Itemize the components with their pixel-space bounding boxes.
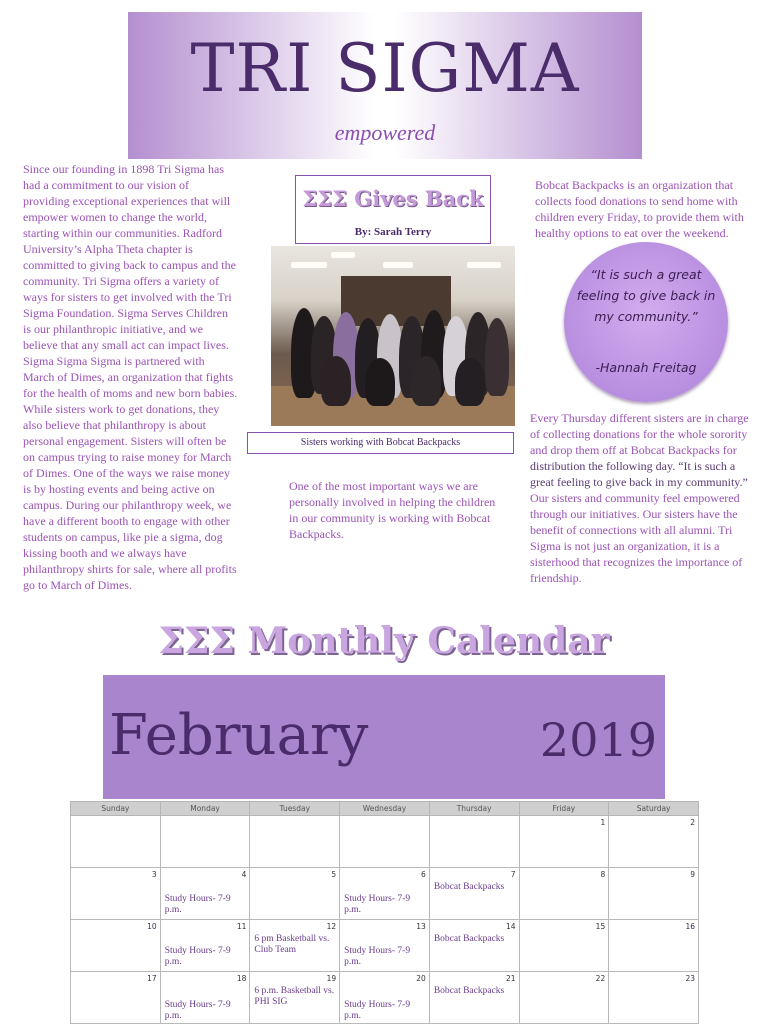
thursday-paragraph [530,410,760,586]
calendar-event: Study Hours- 7-9 p.m. [164,946,231,967]
intro-paragraph: Since our founding in 1898 Tri Sigma has had a commitment to our vision of providing exceptional experiences that will empower women to change the world, starting within our communities. Radford University’s Alpha Theta chapter is committed to giving back to campus and the community. Tri Sigma offers a variety of ways for sisters to get involved with the Tri Sigma Foundation. Sigma Serves Children is our philanthropic initiative, and we believe that any small act can impact lives. Sigma Sigma Sigma is partnered with March of Dimes, an organization that fights for the health of moms and new born babies. While sisters work to get donations, they also believe that philanthropy is about personal engagement. Sisters will often be on campus trying to raise money for March of Dimes. One of the ways we raise money is by hosting events and being active on campus. During our philanthropy week, we have a different booth to engage with other students on campus, like pie a sigma, dog kissing booth and we always have philanthropy shirts for sale, where all profits go to March of Dimes. [23,162,238,592]
weekday-header-row [71,802,699,816]
calendar-event: Chapter- 8 p.m. [75,894,135,904]
calendar-event: Chapter 8 p.m. [75,946,132,956]
calendar-heading: ΣΣΣ Monthly Calendar [158,620,610,662]
day-number: 2 [690,818,695,827]
calendar-day-cell[interactable] [340,972,430,1024]
day-number: 19 [326,974,337,983]
calendar-day-cell[interactable] [250,868,340,920]
calendar-event: Study Hours- 7-9 p.m. [164,894,231,915]
calendar-day-cell[interactable] [340,816,430,868]
quote-circle [564,242,728,402]
article-title: ΣΣΣ Gives Back [302,186,484,211]
weekday-header: Sunday [71,802,161,816]
calendar-day-cell[interactable] [340,920,430,972]
calendar-day-cell[interactable] [609,972,699,1024]
day-number: 10 [147,922,157,931]
calendar-day-cell[interactable] [429,972,519,1024]
calendar-day-cell[interactable] [160,920,250,972]
calendar-event: Bobcat Backpacks [433,882,505,892]
day-number: 14 [505,922,516,931]
bobcat-description: Bobcat Backpacks is an organization that collects food donations to send home with children every Friday, to provide them with healthy options to eat over the weekend. [535,178,744,240]
group-photo [271,246,515,426]
calendar-event: Polar Plunge [613,882,663,892]
thursday-text-a: Every Thursday different sisters are in charge of collecting donations for the whole sorority and drop them off at Bobcat Backpacks for [530,411,749,457]
calendar-day-cell[interactable] [340,868,430,920]
calendar-week-row [71,816,699,868]
quote-text: “It is such a great feeling to give back in my community.” [576,267,716,324]
article-title-box [295,175,491,244]
day-number: 6 [421,870,426,879]
calendar-day-cell[interactable] [519,972,609,1024]
calendar-day-cell[interactable] [71,972,161,1024]
calendar-event: Bobcat Backpacks [433,934,505,944]
calendar-week-row [71,920,699,972]
calendar-day-cell[interactable] [429,868,519,920]
day-number: 18 [236,974,247,983]
calendar-table [70,801,699,1024]
calendar-day-cell[interactable] [250,816,340,868]
calendar-week-row [71,972,699,1024]
calendar-day-cell[interactable] [429,920,519,972]
day-number: 21 [505,974,516,983]
calendar-day-cell[interactable] [71,868,161,920]
calendar-week-row [71,868,699,920]
calendar-day-cell[interactable] [609,816,699,868]
calendar-event: 6 p.m. Basketball vs. PHI SIG [254,986,335,1007]
photo-caption: Sisters working with Bobcat Backpacks [247,432,514,454]
calendar-day-cell[interactable] [250,972,340,1024]
month-banner [103,675,665,799]
day-number: 15 [595,922,606,931]
day-number: 11 [236,922,247,931]
quote-author: -Hannah Freitag [595,360,697,375]
calendar-day-cell[interactable] [429,816,519,868]
weekday-header: Thursday [429,802,519,816]
day-number: 1 [600,818,606,827]
day-number: 4 [241,870,247,879]
calendar-day-cell[interactable] [609,868,699,920]
header-banner [128,12,642,159]
day-number: 8 [600,870,606,879]
thursday-text-b: distribution the following day. “It is such a great feeling to give back in my community.” [530,459,748,489]
day-number: 5 [331,870,337,879]
weekday-header: Tuesday [250,802,340,816]
calendar-grid [70,801,699,1024]
calendar-event: St. Judes 1-3 p.m. MAC COURTS Chapter 8 p.m. [75,986,144,1018]
calendar-month: February [109,703,369,768]
weekday-header: Saturday [609,802,699,816]
calendar-day-cell[interactable] [71,920,161,972]
calendar-day-cell[interactable] [250,920,340,972]
day-number: 13 [416,922,426,931]
newsletter-tagline: empowered [334,120,436,145]
day-number: 9 [690,870,695,879]
calendar-event: Study Hours- 7-9 p.m. [164,1000,231,1021]
weekday-header: Wednesday [340,802,430,816]
day-number: 23 [685,974,695,983]
calendar-day-cell[interactable] [609,920,699,972]
day-number: 3 [151,870,157,879]
weekday-header: Monday [160,802,250,816]
calendar-day-cell[interactable] [519,920,609,972]
day-number: 22 [595,974,606,983]
day-number: 16 [685,922,695,931]
day-number: 7 [510,870,516,879]
calendar-day-cell[interactable] [160,816,250,868]
calendar-event: Study Hours- 7-9 p.m. [344,894,411,915]
article-byline: By: Sarah Terry [354,226,432,238]
calendar-event: Bobcat Backpacks [433,986,505,996]
weekday-header: Friday [519,802,609,816]
calendar-event: Study Hours- 7-9 p.m. [344,1000,411,1021]
thursday-text-c: Our sisters and community feel empowered through our initiatives. Our sisters have the benefit of connections with all alumni. Tri Sigma is not just an organization, it is a sisterhood that recognizes the importance of friendship. [530,491,743,585]
calendar-day-cell[interactable] [160,868,250,920]
calendar-day-cell[interactable] [160,972,250,1024]
calendar-day-cell[interactable] [71,816,161,868]
calendar-event: Study Hours- 7-9 p.m. [344,946,411,967]
calendar-event: 6 pm Basketball vs. Club Team [254,934,330,955]
calendar-day-cell[interactable] [519,816,609,868]
calendar-year: 2019 [539,713,657,767]
day-number: 12 [326,922,337,931]
bobcat-intro-paragraph: One of the most important ways we are personally involved in helping the children in our community is working with Bobcat Backpacks. [289,479,496,541]
day-number: 17 [147,974,157,983]
day-number: 20 [416,974,426,983]
newsletter-title: TRI SIGMA [190,30,580,107]
calendar-day-cell[interactable] [519,868,609,920]
